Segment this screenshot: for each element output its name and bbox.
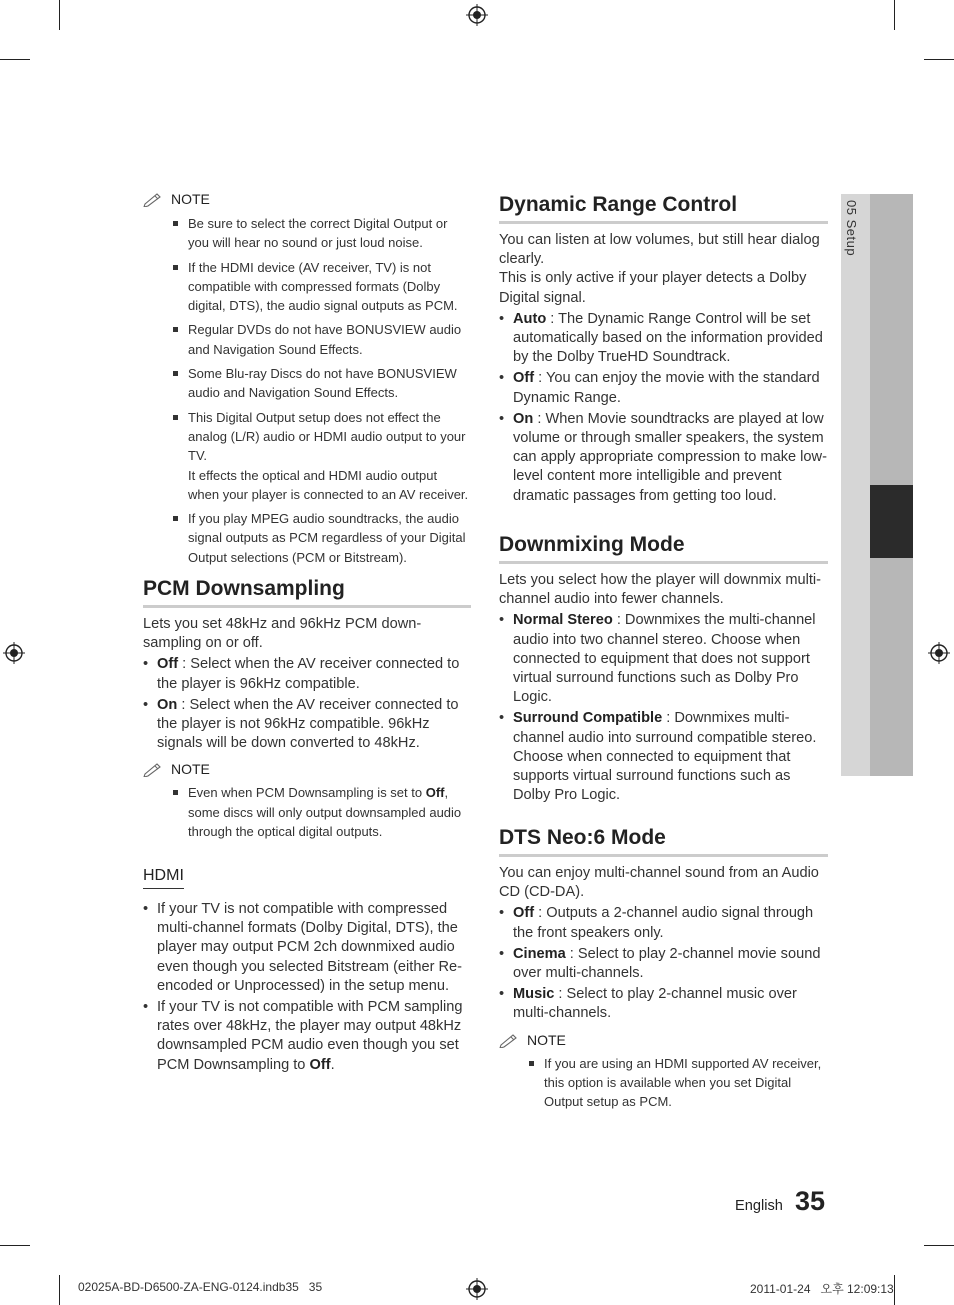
note-heading: NOTE xyxy=(499,1032,828,1048)
pencil-note-icon xyxy=(143,761,165,777)
note-item: If you play MPEG audio soundtracks, the audio signal outputs as PCM regardless of your Digital Output selections (PCM or Bitstream). xyxy=(143,509,471,567)
note-heading: NOTE xyxy=(143,761,471,777)
registration-mark-icon xyxy=(928,642,950,664)
registration-mark-icon xyxy=(466,1278,488,1300)
note-list xyxy=(143,214,471,567)
page-number: 35 xyxy=(795,1186,826,1216)
section-title: PCM Downsampling xyxy=(143,577,471,608)
bullet-item: • Music : Select to play 2-channel music over multi-channels. xyxy=(499,986,797,1022)
bullet-item: • Auto : The Dynamic Range Control will be set automatically based on the information provided by the Dolby TrueHD Soundtrack. xyxy=(499,310,823,366)
note-item: Be sure to select the correct Digital Output or you will hear no sound or just loud noise. xyxy=(143,214,471,253)
hdmi-section xyxy=(143,867,471,1075)
print-file-info: 02025A-BD-D6500-ZA-ENG-0124.indb35 35 xyxy=(78,1280,323,1294)
page-footer xyxy=(735,1186,830,1218)
crop-mark xyxy=(894,0,895,30)
pencil-note-icon xyxy=(143,191,165,207)
bullet-item: • If your TV is not compatible with compressed multi-channel formats (Dolby Digital, DTS), the player may output PCM 2ch downmixed audio even though you selected Bitstream (either Re-encoded or Unprocessed) in the setup menu. xyxy=(143,901,463,994)
bullet-item: • Off : Select when the AV receiver connected to the player is 96kHz compatible. xyxy=(143,656,460,692)
note-item: Even when PCM Downsampling is set to Off, some discs will only output downsampled audio through the optical digital outputs. xyxy=(143,783,471,841)
section-intro: Lets you set 48kHz and 96kHz PCM down-sampling on or off. xyxy=(143,616,422,652)
bullet-item: • Off : Outputs a 2-channel audio signal through the front speakers only. xyxy=(499,905,814,941)
note-item: This Digital Output setup does not effect the analog (L/R) audio or HDMI audio output to your TV. It effects the optical and HDMI audio output when your player is connected to an AV receiver. xyxy=(143,408,471,504)
footer-language: English xyxy=(735,1198,783,1214)
section-intro: You can listen at low volumes, but still hear dialog clearly. xyxy=(499,232,820,268)
bullet-item: • Cinema : Select to play 2-channel movie sound over multi-channels. xyxy=(499,945,821,982)
subsection-title: HDMI xyxy=(143,867,184,889)
bullet-item: • Surround Compatible : Downmixes multi-channel audio into surround compatible stereo. Choose when connected to equipment that supports virtual surround functions such as Dolby Pro Logic. xyxy=(499,710,817,804)
chapter-tab-marker xyxy=(870,485,913,558)
chapter-side-tab xyxy=(841,194,913,776)
bullet-item: • Normal Stereo : Downmixes the multi-channel audio into two channel stereo. Choose when connected to equipment that does not support virtual surround functions such as Dolby Pro Logic. xyxy=(499,612,816,706)
crop-mark xyxy=(0,59,30,60)
section-title: Downmixing Mode xyxy=(499,533,828,564)
crop-mark xyxy=(59,1275,60,1305)
crop-mark xyxy=(0,1245,30,1246)
crop-mark xyxy=(924,1245,954,1246)
bullet-item: • If your TV is not compatible with PCM sampling rates over 48kHz, the player may output 48kHz downsampled PCM audio even though you set PCM Downsampling to Off. xyxy=(143,999,463,1073)
crop-mark xyxy=(894,1275,895,1305)
note-item: Regular DVDs do not have BONUSVIEW audio and Navigation Sound Effects. xyxy=(143,320,471,359)
pcm-section xyxy=(143,577,471,846)
registration-mark-icon xyxy=(3,642,25,664)
drc-section xyxy=(499,193,828,506)
section-intro: Lets you select how the player will downmix multi-channel audio into fewer channels. xyxy=(499,572,822,608)
section-title: Dynamic Range Control xyxy=(499,193,828,224)
section-intro: This is only active if your player detects a Dolby Digital signal. xyxy=(499,270,807,306)
registration-mark-icon xyxy=(466,4,488,26)
crop-mark xyxy=(924,59,954,60)
note-item: If you are using an HDMI supported AV receiver, this option is available when you set Digital Output setup as PCM. xyxy=(499,1054,828,1112)
note-item: Some Blu-ray Discs do not have BONUSVIEW audio and Navigation Sound Effects. xyxy=(143,364,471,403)
note-item: If the HDMI device (AV receiver, TV) is not compatible with compressed formats (Dolby digital, DTS), the audio signal outputs as PCM. xyxy=(143,258,471,316)
note-heading: NOTE xyxy=(143,191,471,207)
section-title: DTS Neo:6 Mode xyxy=(499,826,828,857)
downmix-section xyxy=(499,533,828,805)
bullet-item: • On : Select when the AV receiver connected to the player is not 96kHz compatible. 96kHz signals will be down converted to 48kHz. xyxy=(143,696,459,752)
crop-mark xyxy=(59,0,60,30)
bullet-item: • Off : You can enjoy the movie with the standard Dynamic Range. xyxy=(499,370,820,406)
pencil-note-icon xyxy=(499,1032,521,1048)
bullet-item: • On : When Movie soundtracks are played at low volume or through smaller speakers, the system can apply appropriate compression to make low-level content more intelligible and prevent dramatic passages from getting too loud. xyxy=(499,410,827,504)
chapter-tab-label: 05 Setup xyxy=(844,200,859,257)
dts-section xyxy=(499,826,828,1117)
right-column xyxy=(499,193,828,1110)
print-timestamp: 2011-01-24 오후 12:09:13 xyxy=(750,1282,894,1296)
left-column xyxy=(143,191,471,1073)
section-intro: You can enjoy multi-channel sound from an Audio CD (CD-DA). xyxy=(499,865,819,901)
